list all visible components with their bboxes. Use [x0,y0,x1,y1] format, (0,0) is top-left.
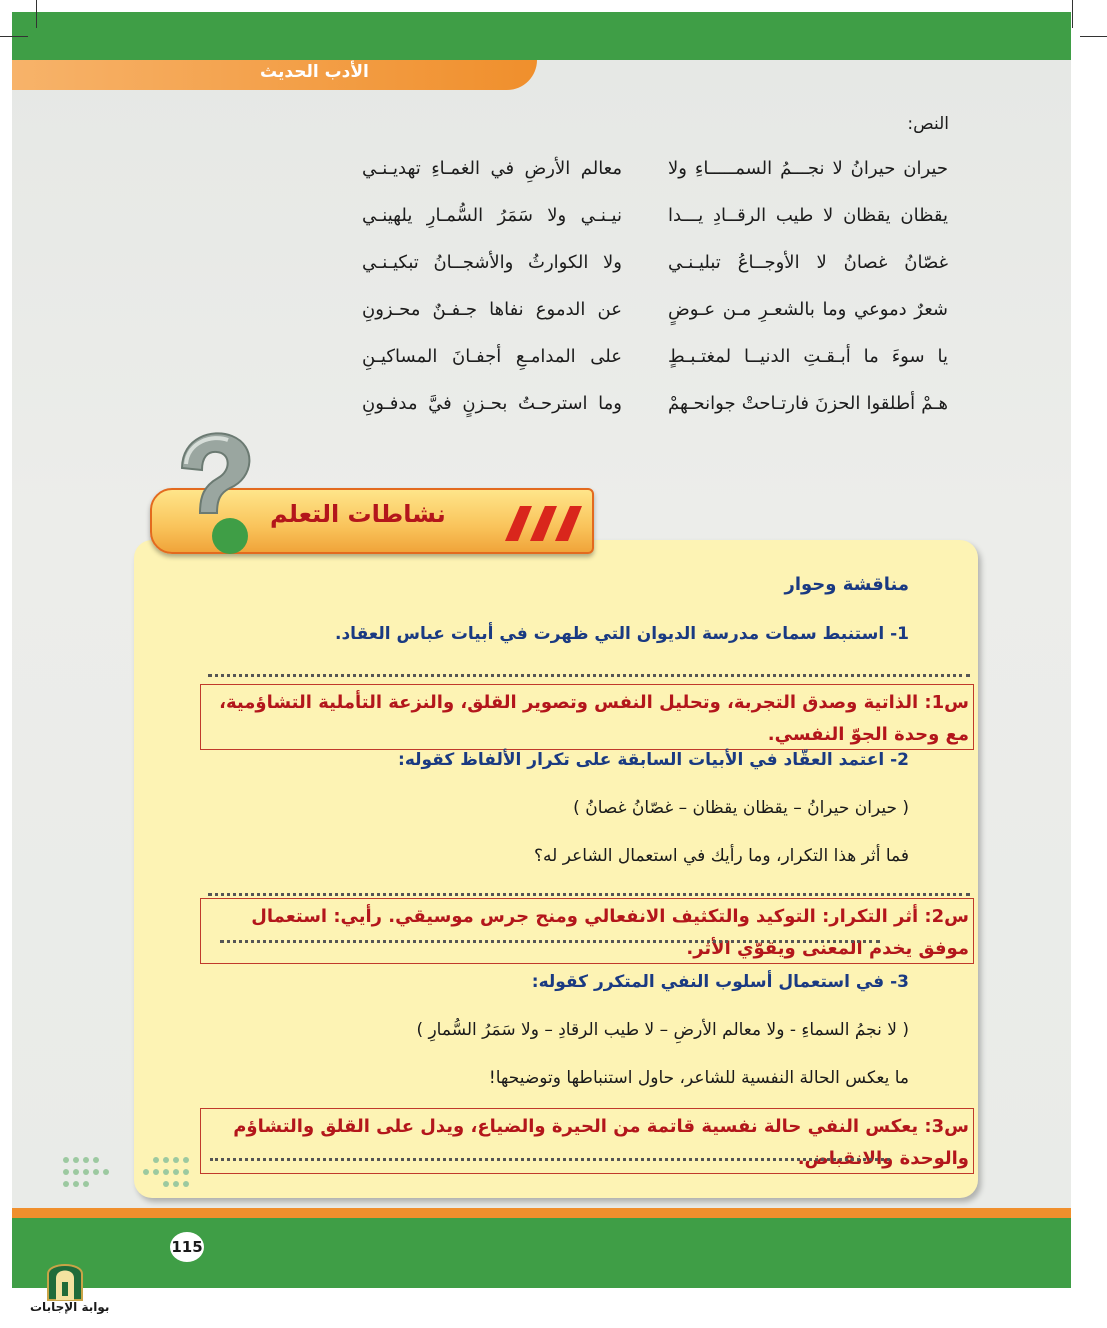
answer-text: الذاتية وصدق التجربة، وتحليل النفس وتصوير القلق، والنزعة التأملية التشاؤمية، مع وحدة الجوّ النفسي. [219,692,969,745]
question-3: 3- في استعمال أسلوب النفي المتكرر كقوله: [531,972,909,992]
verse-second-half: عن الدموع نفاها جـفـنٌ محـزونِ [362,299,622,320]
page-number: 115 [168,1230,206,1264]
answer-box-3[interactable] [200,1108,974,1174]
question-3-example: ( لا نجمُ السماءِ - ولا معالم الأرضِ – لا طيب الرقادِ – ولا سَمَرُ السُّمارِ ) [416,1020,909,1040]
dotted-line [208,893,970,896]
verse [340,385,960,432]
discussion-heading: مناقشة وحوار [784,574,909,595]
dotted-line [210,1158,890,1161]
answer-text: يعكس النفي حالة نفسية قاتمة من الحيرة والضياع، ويدل على القلق والتشاؤم والوحدة والانقباض. [233,1116,969,1169]
question-2-prompt: فما أثر هذا التكرار، وما رأيك في استعمال الشاعر له؟ [534,846,909,866]
verse-second-half: ولا الكوارثُ والأشجــانُ تبكيـنـي [362,252,622,273]
crop-mark [1072,0,1073,28]
question-1: 1- استنبط سمات مدرسة الديوان التي ظهرت في أبيات عباس العقاد. [335,624,909,644]
dotted-line [208,674,970,677]
verse-first-half: شعرٌ دموعي وما بالشعـرِ مـن عـوضٍ [668,299,948,320]
verse [340,291,960,338]
section-title: الأدب الحديث [260,62,369,82]
question-2: 2- اعتمد العقّاد في الأبيات السابقة على تكرار الألفاظ كقوله: [398,750,909,770]
answer-label: س2: [924,906,969,927]
question-2-example: ( حيران حيرانُ – يقظان يقظان – غصّانُ غصانُ ) [573,798,909,818]
portal-logo-icon [44,1256,86,1302]
question-3-prompt: ما يعكس الحالة النفسية للشاعر، حاول استنباطها وتوضيحها! [488,1068,909,1088]
answer-box-1[interactable] [200,684,974,750]
verse-first-half: هـمْ أطلقوا الحزنَ فارتـاحتْ جوانحـهمْ [668,393,948,414]
verse-second-half: على المدامـعِ أجفـانَ المساكيـنِ [362,346,622,367]
top-green-bar [12,12,1071,60]
verse-first-half: حيران حيرانُ لا نجـــمُ السمـــــاءِ ولا [668,158,948,179]
activities-title: نشاطات التعلم [270,500,446,528]
question-mark-icon [162,428,262,558]
ministry-dots-icon [60,1152,200,1198]
verse-first-half: غصّانُ غصانُ لا الأوجــاعُ تبليـنـي [668,252,948,273]
verse-second-half: وما استرحـتُ بحـزنٍ فيَّ مدفـونِ [362,393,622,414]
verse-second-half: نيـنـي ولا سَمَرُ السُّمـارِ يلهينـي [362,205,622,226]
verse-second-half: معالم الأرضِ في الغمـاءِ تهديـنـي [362,158,622,179]
section-tab [12,60,537,90]
verse [340,197,960,244]
poem [340,150,960,432]
answer-box-2[interactable] [200,898,974,964]
answer-label: س1: [924,692,969,713]
poem-label: النص: [907,114,949,134]
dotted-line [220,940,880,943]
verse-first-half: يا سوءَ ما أبـقـتِ الدنيــا لمغتـبـطٍ [668,346,948,367]
answer-text: أثر التكرار: التوكيد والتكثيف الانفعالي ومنح جرس موسيقي. رأيي: استعمال موفق يخدم المعنى ويقوّي الأثر. [251,906,969,959]
crop-mark [1080,36,1107,37]
verse [340,244,960,291]
crop-mark [0,36,28,37]
verse [340,338,960,385]
portal-name: بوابة الإجابات [30,1300,110,1314]
verse [340,150,960,197]
banner-decoration-icon [500,496,590,546]
answer-label: س3: [924,1116,969,1137]
crop-mark [36,0,37,28]
verse-first-half: يقظان يقظان لا طيب الرقــادِ يـــدا [668,205,948,226]
footer-orange-stripe [12,1208,1071,1218]
